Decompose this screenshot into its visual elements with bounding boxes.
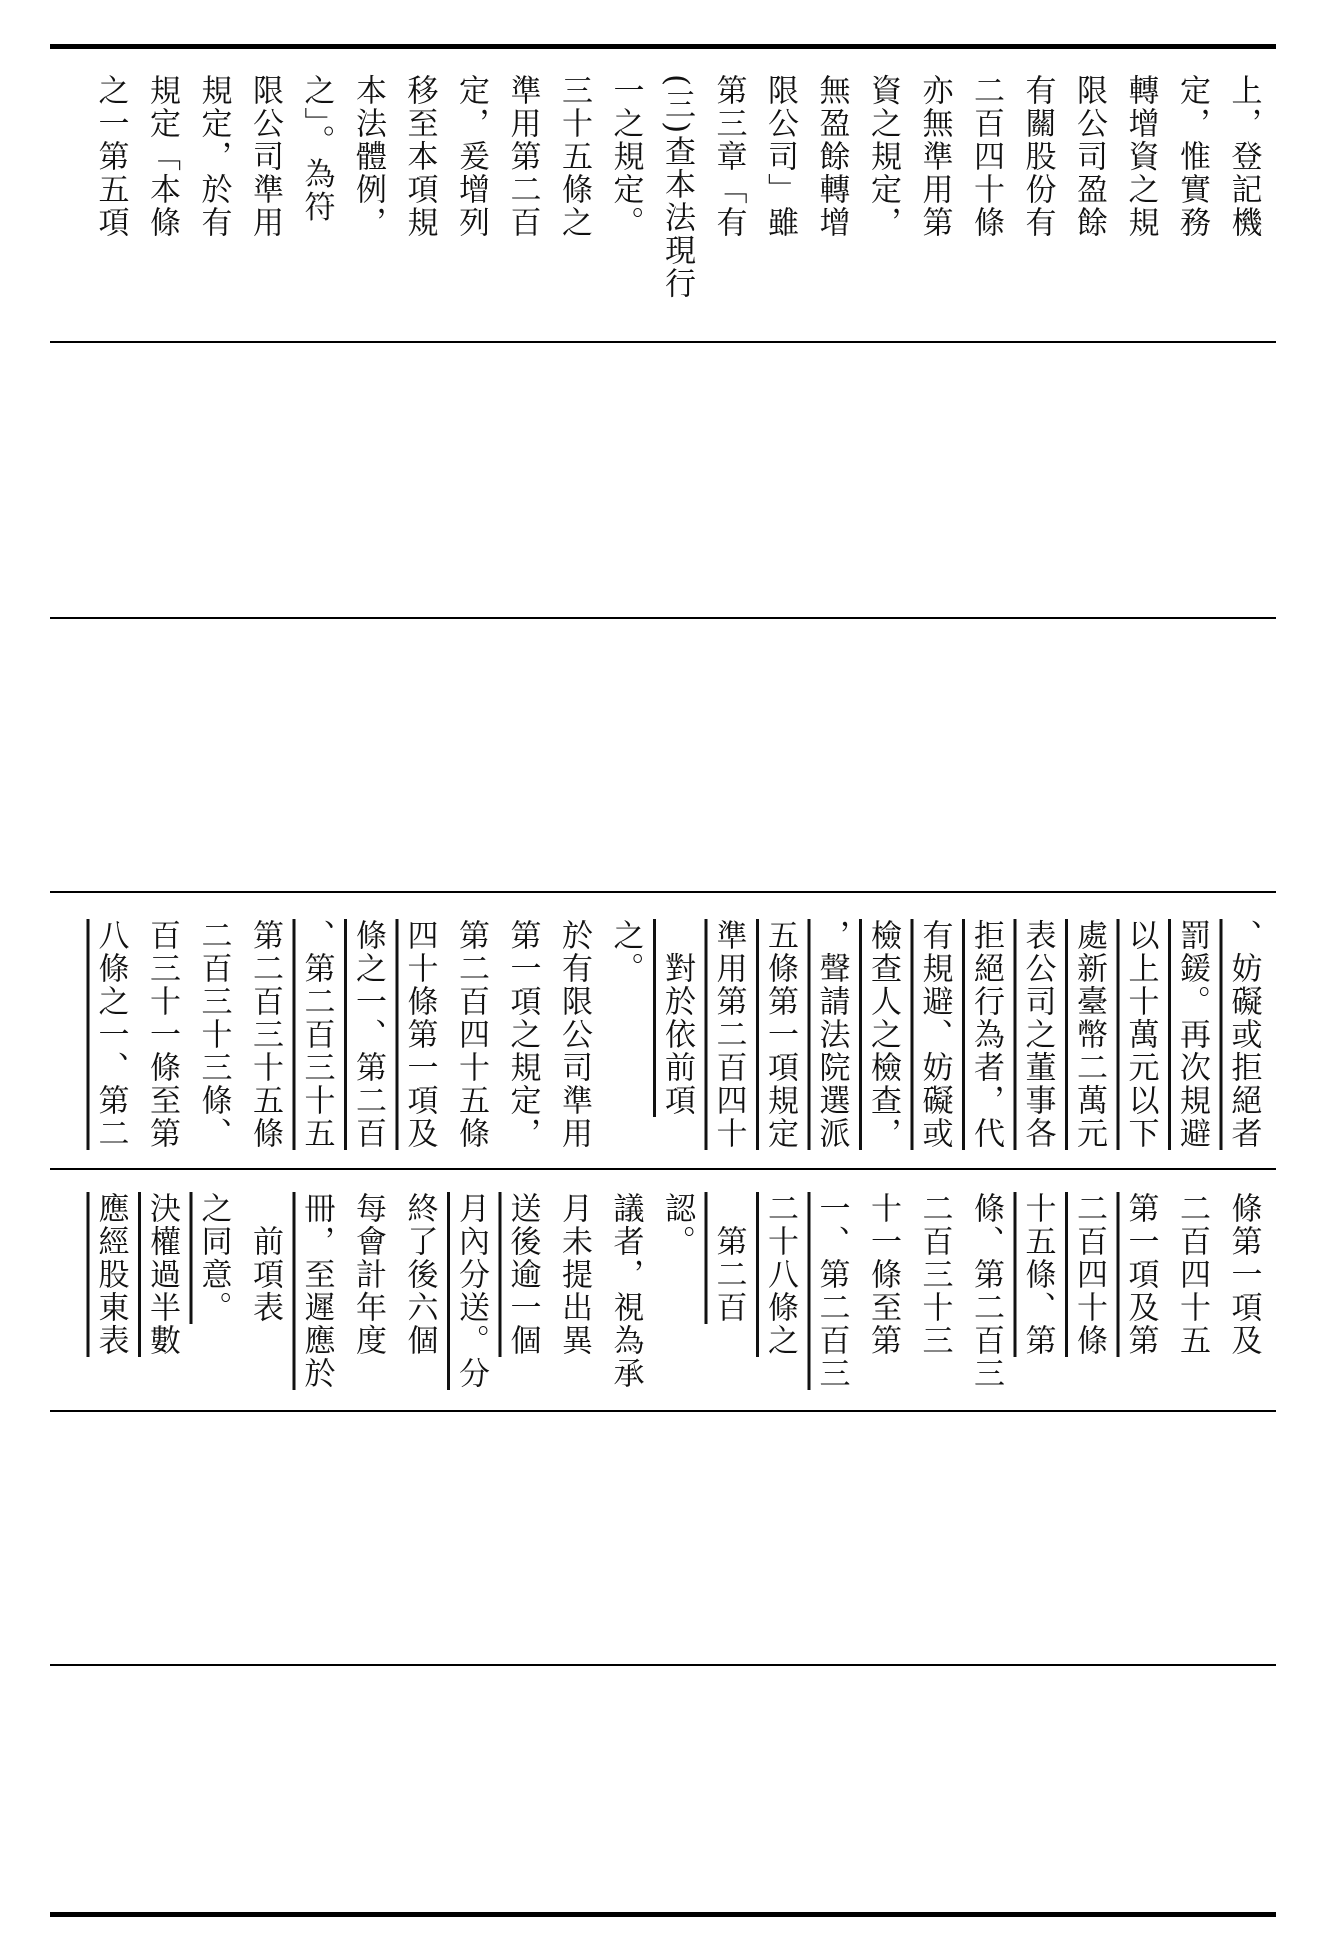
text-line: 本法體例， xyxy=(350,74,386,239)
text-line: 限公司盈餘 xyxy=(1071,74,1107,239)
text-line: 處新臺幣二萬元 xyxy=(1071,919,1107,1150)
text-line: 亦無準用第 xyxy=(916,74,953,239)
text-line: 十一條至第 xyxy=(865,1192,901,1357)
bottom-border-rule xyxy=(50,1912,1276,1917)
text-line: 冊，至遲應於 xyxy=(298,1192,335,1390)
text-line: 無盈餘轉增 xyxy=(813,74,850,239)
text-line: 規定「本條 xyxy=(144,74,180,239)
text-line: 四十條第一項及 xyxy=(401,919,438,1150)
text-line: 前項表 xyxy=(247,1192,283,1324)
text-line: 拒絕行為者，代 xyxy=(968,919,1004,1150)
text-line: 二百三十三條、 xyxy=(195,919,232,1150)
text-line: 第一項之規定， xyxy=(504,919,541,1150)
current-text-cell xyxy=(50,1170,1276,1410)
text-line: 一、第二百三 xyxy=(813,1192,850,1390)
text-line: 應經股東表 xyxy=(92,1192,129,1357)
text-line: 之」。為符 xyxy=(298,74,335,224)
text-line: 一之規定。 xyxy=(607,74,644,239)
text-line: 條第一項及 xyxy=(1225,1192,1262,1357)
text-line: 檢查人之檢查， xyxy=(865,919,901,1150)
text-line: 、妨礙或拒絕者 xyxy=(1225,919,1262,1150)
text-line: 表公司之董事各 xyxy=(1019,919,1056,1150)
text-line: 之一第五項 xyxy=(92,74,129,239)
text-line: 限公司準用 xyxy=(247,74,283,239)
text-line: 終了後六個 xyxy=(401,1192,438,1357)
text-line: 議者，視為承 xyxy=(607,1192,644,1390)
text-line: 百三十一條至第 xyxy=(144,919,180,1150)
text-line: 每會計年度 xyxy=(350,1192,386,1357)
row-divider xyxy=(50,1410,1276,1412)
explanation-text-cell xyxy=(50,48,1276,340)
text-line: 二百四十條 xyxy=(968,74,1004,239)
text-line: 三十五條之 xyxy=(556,74,592,239)
text-line: 之。 xyxy=(607,919,644,985)
text-line: 規定，於有 xyxy=(195,74,232,239)
text-line: 二百三十三 xyxy=(916,1192,953,1357)
row-divider xyxy=(50,617,1276,619)
text-line: 準用第二百四十 xyxy=(710,919,747,1150)
text-line: 定，惟實務 xyxy=(1174,74,1210,239)
text-line: (三)查本法現行 xyxy=(659,74,695,301)
row-divider xyxy=(50,1664,1276,1666)
text-line: 罰鍰。再次規避 xyxy=(1174,919,1210,1150)
text-line: ，聲請法院選派 xyxy=(813,919,850,1150)
text-line: 上，登記機 xyxy=(1225,74,1262,239)
amended-text-cell xyxy=(50,893,1276,1169)
text-line: 之同意。 xyxy=(195,1192,232,1324)
text-line: 定，爰增列 xyxy=(453,74,489,239)
text-line: 八條之一、第二 xyxy=(92,919,129,1150)
text-line: 送後逾一個 xyxy=(504,1192,541,1357)
text-line: 認。 xyxy=(659,1192,695,1258)
text-line: 二百四十條 xyxy=(1071,1192,1107,1357)
text-line: 有規避、妨礙或 xyxy=(916,919,953,1150)
text-line: 十五條、第 xyxy=(1019,1192,1056,1357)
row-divider xyxy=(50,341,1276,343)
text-line: 第一項及第 xyxy=(1122,1192,1159,1357)
text-line: 準用第二百 xyxy=(504,74,541,239)
text-line: 資之規定， xyxy=(865,74,901,239)
text-line: 月內分送。分 xyxy=(453,1192,489,1390)
text-line: 二百四十五 xyxy=(1174,1192,1210,1357)
text-line: 條、第二百三 xyxy=(968,1192,1004,1390)
text-line: 以上十萬元以下 xyxy=(1122,919,1159,1150)
text-line: 條之一、第二百 xyxy=(350,919,386,1150)
text-line: 五條第一項規定 xyxy=(762,919,798,1150)
text-line: 轉增資之規 xyxy=(1122,74,1159,239)
text-line: 第二百三十五條 xyxy=(247,919,283,1150)
text-line: 二十八條之 xyxy=(762,1192,798,1357)
text-line: 有關股份有 xyxy=(1019,74,1056,239)
text-line: 月未提出異 xyxy=(556,1192,592,1357)
text-line: 、第二百三十五 xyxy=(298,919,335,1150)
text-line: 移至本項規 xyxy=(401,74,438,239)
text-line: 決權過半數 xyxy=(144,1192,180,1357)
text-line: 第二百 xyxy=(710,1192,747,1324)
text-line: 第二百四十五條 xyxy=(453,919,489,1150)
text-line: 對於依前項 xyxy=(659,919,695,1117)
text-line: 於有限公司準用 xyxy=(556,919,592,1150)
text-line: 限公司」雖 xyxy=(762,74,798,239)
text-line: 第三章「有 xyxy=(710,74,747,239)
